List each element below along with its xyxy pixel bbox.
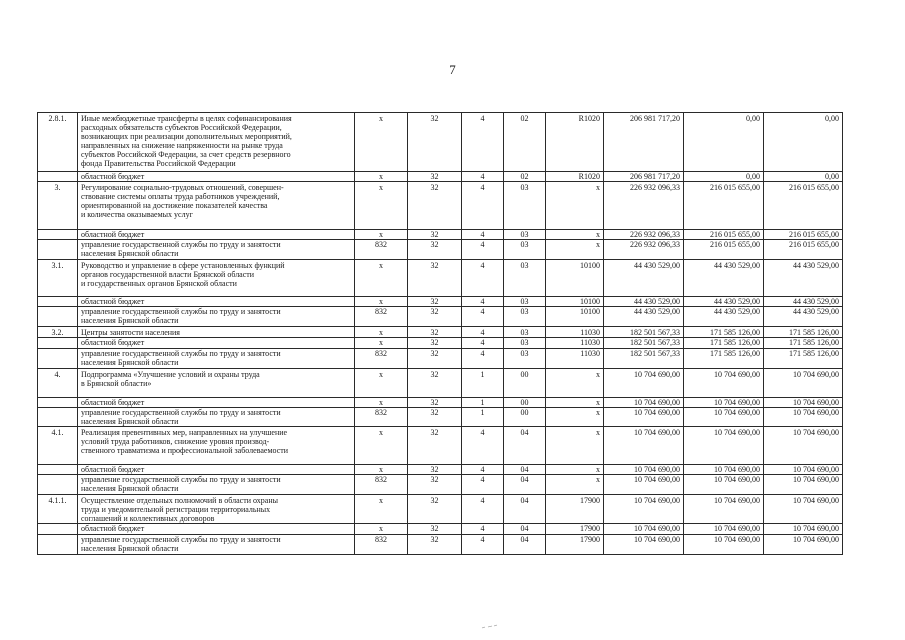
event-code-cell: 03 <box>504 327 546 338</box>
program-code-cell: 32 <box>408 297 462 307</box>
direction-code-cell: x <box>546 240 604 260</box>
event-code-cell: 03 <box>504 338 546 349</box>
amount-year3-cell: 10 704 690,00 <box>764 524 843 535</box>
amount-year3-cell: 44 430 529,00 <box>764 307 843 327</box>
amount-year3-cell: 10 704 690,00 <box>764 398 843 408</box>
event-code-cell: 04 <box>504 465 546 475</box>
amount-year2-cell: 10 704 690,00 <box>684 465 764 475</box>
grbs-cell: 832 <box>355 475 408 495</box>
direction-code-cell: R1020 <box>546 172 604 182</box>
event-code-cell: 03 <box>504 297 546 307</box>
table-row <box>38 408 843 427</box>
event-code-cell: 04 <box>504 524 546 535</box>
program-code-cell: 32 <box>408 398 462 408</box>
program-code-cell: 32 <box>408 338 462 349</box>
row-number-cell: 4. <box>38 369 78 398</box>
amount-year3-cell: 10 704 690,00 <box>764 495 843 524</box>
amount-year1-cell: 182 501 567,33 <box>604 327 684 338</box>
grbs-cell: x <box>355 369 408 398</box>
amount-year2-cell: 216 015 655,00 <box>684 230 764 240</box>
budget-table-body <box>38 113 843 555</box>
amount-year2-cell: 10 704 690,00 <box>684 495 764 524</box>
amount-year3-cell: 171 585 126,00 <box>764 349 843 369</box>
program-code-cell: 32 <box>408 260 462 297</box>
row-name-cell: управление государственной службы по труду и занятости населения Брянской области <box>78 408 355 427</box>
table-row <box>38 535 843 555</box>
row-name-cell: Руководство и управление в сфере установленных функций органов государственной власти Брянской области и государственных органов Брянской области <box>78 260 355 297</box>
subprogram-code-cell: 4 <box>462 524 504 535</box>
grbs-cell: 832 <box>355 307 408 327</box>
amount-year1-cell: 10 704 690,00 <box>604 369 684 398</box>
amount-year1-cell: 10 704 690,00 <box>604 408 684 427</box>
row-number-cell <box>38 349 78 369</box>
direction-code-cell: x <box>546 369 604 398</box>
event-code-cell: 04 <box>504 475 546 495</box>
amount-year3-cell: 216 015 655,00 <box>764 230 843 240</box>
table-row <box>38 369 843 398</box>
row-name-cell: областной бюджет <box>78 465 355 475</box>
program-code-cell: 32 <box>408 349 462 369</box>
subprogram-code-cell: 4 <box>462 465 504 475</box>
row-name-cell: Подпрограмма «Улучшение условий и охраны труда в Брянской области» <box>78 369 355 398</box>
amount-year1-cell: 44 430 529,00 <box>604 307 684 327</box>
subprogram-code-cell: 4 <box>462 535 504 555</box>
row-name-cell: Центры занятости населения <box>78 327 355 338</box>
amount-year1-cell: 10 704 690,00 <box>604 524 684 535</box>
amount-year2-cell: 10 704 690,00 <box>684 398 764 408</box>
direction-code-cell: 17900 <box>546 495 604 524</box>
amount-year2-cell: 44 430 529,00 <box>684 260 764 297</box>
direction-code-cell: 11030 <box>546 349 604 369</box>
amount-year3-cell: 10 704 690,00 <box>764 427 843 465</box>
event-code-cell: 00 <box>504 398 546 408</box>
amount-year2-cell: 44 430 529,00 <box>684 297 764 307</box>
grbs-cell: x <box>355 172 408 182</box>
amount-year2-cell: 10 704 690,00 <box>684 535 764 555</box>
row-name-cell: Регулирование социально-трудовых отношений, совершен- ствование системы оплаты труда работников учреждений, ориентированной на достижение показателей качества и количества оказываемых услуг <box>78 182 355 230</box>
program-code-cell: 32 <box>408 535 462 555</box>
direction-code-cell: 11030 <box>546 338 604 349</box>
grbs-cell: 832 <box>355 535 408 555</box>
direction-code-cell: 10100 <box>546 307 604 327</box>
table-row <box>38 495 843 524</box>
event-code-cell: 04 <box>504 535 546 555</box>
row-number-cell <box>38 338 78 349</box>
amount-year3-cell: 44 430 529,00 <box>764 297 843 307</box>
direction-code-cell: x <box>546 398 604 408</box>
direction-code-cell: 10100 <box>546 297 604 307</box>
amount-year3-cell: 10 704 690,00 <box>764 475 843 495</box>
amount-year2-cell: 10 704 690,00 <box>684 524 764 535</box>
program-code-cell: 32 <box>408 182 462 230</box>
amount-year3-cell: 171 585 126,00 <box>764 338 843 349</box>
grbs-cell: x <box>355 230 408 240</box>
amount-year1-cell: 226 932 096,33 <box>604 182 684 230</box>
direction-code-cell: 11030 <box>546 327 604 338</box>
row-number-cell <box>38 240 78 260</box>
program-code-cell: 32 <box>408 327 462 338</box>
subprogram-code-cell: 1 <box>462 369 504 398</box>
program-code-cell: 32 <box>408 495 462 524</box>
table-row <box>38 182 843 230</box>
row-name-cell: управление государственной службы по труду и занятости населения Брянской области <box>78 535 355 555</box>
grbs-cell: x <box>355 495 408 524</box>
amount-year3-cell: 216 015 655,00 <box>764 182 843 230</box>
grbs-cell: x <box>355 398 408 408</box>
subprogram-code-cell: 4 <box>462 475 504 495</box>
amount-year2-cell: 10 704 690,00 <box>684 475 764 495</box>
table-row <box>38 260 843 297</box>
row-name-cell: управление государственной службы по труду и занятости населения Брянской области <box>78 475 355 495</box>
amount-year2-cell: 216 015 655,00 <box>684 182 764 230</box>
row-name-cell: областной бюджет <box>78 230 355 240</box>
event-code-cell: 04 <box>504 427 546 465</box>
table-row <box>38 240 843 260</box>
row-number-cell: 3.1. <box>38 260 78 297</box>
event-code-cell: 03 <box>504 240 546 260</box>
row-number-cell <box>38 307 78 327</box>
program-code-cell: 32 <box>408 524 462 535</box>
table-row <box>38 465 843 475</box>
subprogram-code-cell: 4 <box>462 182 504 230</box>
row-name-cell: Осуществление отдельных полномочий в области охраны труда и уведомительной регистрации территориальных соглашений и коллективных договоров <box>78 495 355 524</box>
amount-year3-cell: 0,00 <box>764 113 843 172</box>
amount-year1-cell: 44 430 529,00 <box>604 297 684 307</box>
amount-year3-cell: 10 704 690,00 <box>764 535 843 555</box>
row-number-cell: 3.2. <box>38 327 78 338</box>
amount-year2-cell: 216 015 655,00 <box>684 240 764 260</box>
amount-year2-cell: 0,00 <box>684 172 764 182</box>
amount-year1-cell: 10 704 690,00 <box>604 495 684 524</box>
amount-year1-cell: 10 704 690,00 <box>604 398 684 408</box>
subprogram-code-cell: 1 <box>462 398 504 408</box>
direction-code-cell: x <box>546 427 604 465</box>
event-code-cell: 03 <box>504 182 546 230</box>
amount-year1-cell: 10 704 690,00 <box>604 465 684 475</box>
row-number-cell: 4.1. <box>38 427 78 465</box>
amount-year1-cell: 182 501 567,33 <box>604 349 684 369</box>
subprogram-code-cell: 4 <box>462 495 504 524</box>
amount-year2-cell: 0,00 <box>684 113 764 172</box>
amount-year1-cell: 10 704 690,00 <box>604 475 684 495</box>
grbs-cell: x <box>355 338 408 349</box>
row-name-cell: Реализация превентивных мер, направленных на улучшение условий труда работников, снижение уровня производ- ственного травматизма и профессиональной заболеваемости <box>78 427 355 465</box>
amount-year1-cell: 206 981 717,20 <box>604 113 684 172</box>
row-name-cell: областной бюджет <box>78 297 355 307</box>
row-number-cell <box>38 524 78 535</box>
event-code-cell: 00 <box>504 408 546 427</box>
program-code-cell: 32 <box>408 427 462 465</box>
amount-year1-cell: 10 704 690,00 <box>604 427 684 465</box>
row-number-cell <box>38 297 78 307</box>
grbs-cell: x <box>355 465 408 475</box>
subprogram-code-cell: 4 <box>462 349 504 369</box>
row-number-cell: 3. <box>38 182 78 230</box>
subprogram-code-cell: 4 <box>462 338 504 349</box>
direction-code-cell: x <box>546 182 604 230</box>
direction-code-cell: 10100 <box>546 260 604 297</box>
grbs-cell: x <box>355 524 408 535</box>
subprogram-code-cell: 4 <box>462 172 504 182</box>
budget-table <box>37 112 843 555</box>
row-number-cell <box>38 398 78 408</box>
grbs-cell: x <box>355 297 408 307</box>
row-name-cell: управление государственной службы по труду и занятости населения Брянской области <box>78 307 355 327</box>
row-number-cell: 4.1.1. <box>38 495 78 524</box>
event-code-cell: 03 <box>504 230 546 240</box>
program-code-cell: 32 <box>408 408 462 427</box>
table-row <box>38 338 843 349</box>
table-row <box>38 307 843 327</box>
program-code-cell: 32 <box>408 172 462 182</box>
amount-year2-cell: 44 430 529,00 <box>684 307 764 327</box>
subprogram-code-cell: 4 <box>462 297 504 307</box>
direction-code-cell: x <box>546 230 604 240</box>
row-number-cell <box>38 230 78 240</box>
event-code-cell: 03 <box>504 260 546 297</box>
table-row <box>38 398 843 408</box>
table-row <box>38 172 843 182</box>
amount-year3-cell: 10 704 690,00 <box>764 465 843 475</box>
row-number-cell <box>38 172 78 182</box>
row-name-cell: управление государственной службы по труду и занятости населения Брянской области <box>78 349 355 369</box>
grbs-cell: 832 <box>355 240 408 260</box>
grbs-cell: x <box>355 182 408 230</box>
row-name-cell: областной бюджет <box>78 172 355 182</box>
event-code-cell: 03 <box>504 307 546 327</box>
page-number: 7 <box>449 62 456 77</box>
direction-code-cell: 17900 <box>546 535 604 555</box>
program-code-cell: 32 <box>408 230 462 240</box>
direction-code-cell: x <box>546 475 604 495</box>
row-number-cell <box>38 535 78 555</box>
table-row <box>38 327 843 338</box>
amount-year1-cell: 206 981 717,20 <box>604 172 684 182</box>
subprogram-code-cell: 4 <box>462 230 504 240</box>
table-row <box>38 297 843 307</box>
table-row <box>38 524 843 535</box>
row-name-cell: Иные межбюджетные трансферты в целях софинансирования расходных обязательств субъектов Российской Федерации, возникающих при реализации дополнительных мероприятий, направленных на снижение напряженности на рынке труда субъектов Российской Федерации, за счет средств резервного фонда Правительства Российской Федерации <box>78 113 355 172</box>
amount-year3-cell: 171 585 126,00 <box>764 327 843 338</box>
row-name-cell: областной бюджет <box>78 524 355 535</box>
amount-year3-cell: 10 704 690,00 <box>764 369 843 398</box>
event-code-cell: 02 <box>504 172 546 182</box>
grbs-cell: x <box>355 327 408 338</box>
program-code-cell: 32 <box>408 113 462 172</box>
direction-code-cell: R1020 <box>546 113 604 172</box>
table-row <box>38 475 843 495</box>
table-row <box>38 113 843 172</box>
program-code-cell: 32 <box>408 369 462 398</box>
amount-year3-cell: 44 430 529,00 <box>764 260 843 297</box>
amount-year1-cell: 44 430 529,00 <box>604 260 684 297</box>
event-code-cell: 04 <box>504 495 546 524</box>
amount-year3-cell: 0,00 <box>764 172 843 182</box>
row-number-cell: 2.8.1. <box>38 113 78 172</box>
amount-year2-cell: 171 585 126,00 <box>684 327 764 338</box>
subprogram-code-cell: 1 <box>462 408 504 427</box>
table-row <box>38 427 843 465</box>
grbs-cell: x <box>355 427 408 465</box>
amount-year3-cell: 216 015 655,00 <box>764 240 843 260</box>
program-code-cell: 32 <box>408 240 462 260</box>
direction-code-cell: x <box>546 408 604 427</box>
row-number-cell <box>38 475 78 495</box>
subprogram-code-cell: 4 <box>462 113 504 172</box>
grbs-cell: x <box>355 260 408 297</box>
amount-year2-cell: 10 704 690,00 <box>684 427 764 465</box>
amount-year2-cell: 10 704 690,00 <box>684 408 764 427</box>
grbs-cell: x <box>355 113 408 172</box>
subprogram-code-cell: 4 <box>462 427 504 465</box>
row-name-cell: областной бюджет <box>78 338 355 349</box>
subprogram-code-cell: 4 <box>462 307 504 327</box>
amount-year1-cell: 226 932 096,33 <box>604 240 684 260</box>
amount-year2-cell: 171 585 126,00 <box>684 349 764 369</box>
table-row <box>38 349 843 369</box>
scan-speck-marks <box>480 624 500 630</box>
row-number-cell <box>38 408 78 427</box>
amount-year1-cell: 182 501 567,33 <box>604 338 684 349</box>
amount-year2-cell: 10 704 690,00 <box>684 369 764 398</box>
program-code-cell: 32 <box>408 475 462 495</box>
event-code-cell: 00 <box>504 369 546 398</box>
row-name-cell: областной бюджет <box>78 398 355 408</box>
table-row <box>38 230 843 240</box>
grbs-cell: 832 <box>355 349 408 369</box>
program-code-cell: 32 <box>408 307 462 327</box>
amount-year2-cell: 171 585 126,00 <box>684 338 764 349</box>
amount-year3-cell: 10 704 690,00 <box>764 408 843 427</box>
subprogram-code-cell: 4 <box>462 240 504 260</box>
event-code-cell: 03 <box>504 349 546 369</box>
amount-year1-cell: 226 932 096,33 <box>604 230 684 240</box>
direction-code-cell: x <box>546 465 604 475</box>
subprogram-code-cell: 4 <box>462 260 504 297</box>
program-code-cell: 32 <box>408 465 462 475</box>
row-number-cell <box>38 465 78 475</box>
amount-year1-cell: 10 704 690,00 <box>604 535 684 555</box>
grbs-cell: 832 <box>355 408 408 427</box>
row-name-cell: управление государственной службы по труду и занятости населения Брянской области <box>78 240 355 260</box>
event-code-cell: 02 <box>504 113 546 172</box>
subprogram-code-cell: 4 <box>462 327 504 338</box>
direction-code-cell: 17900 <box>546 524 604 535</box>
